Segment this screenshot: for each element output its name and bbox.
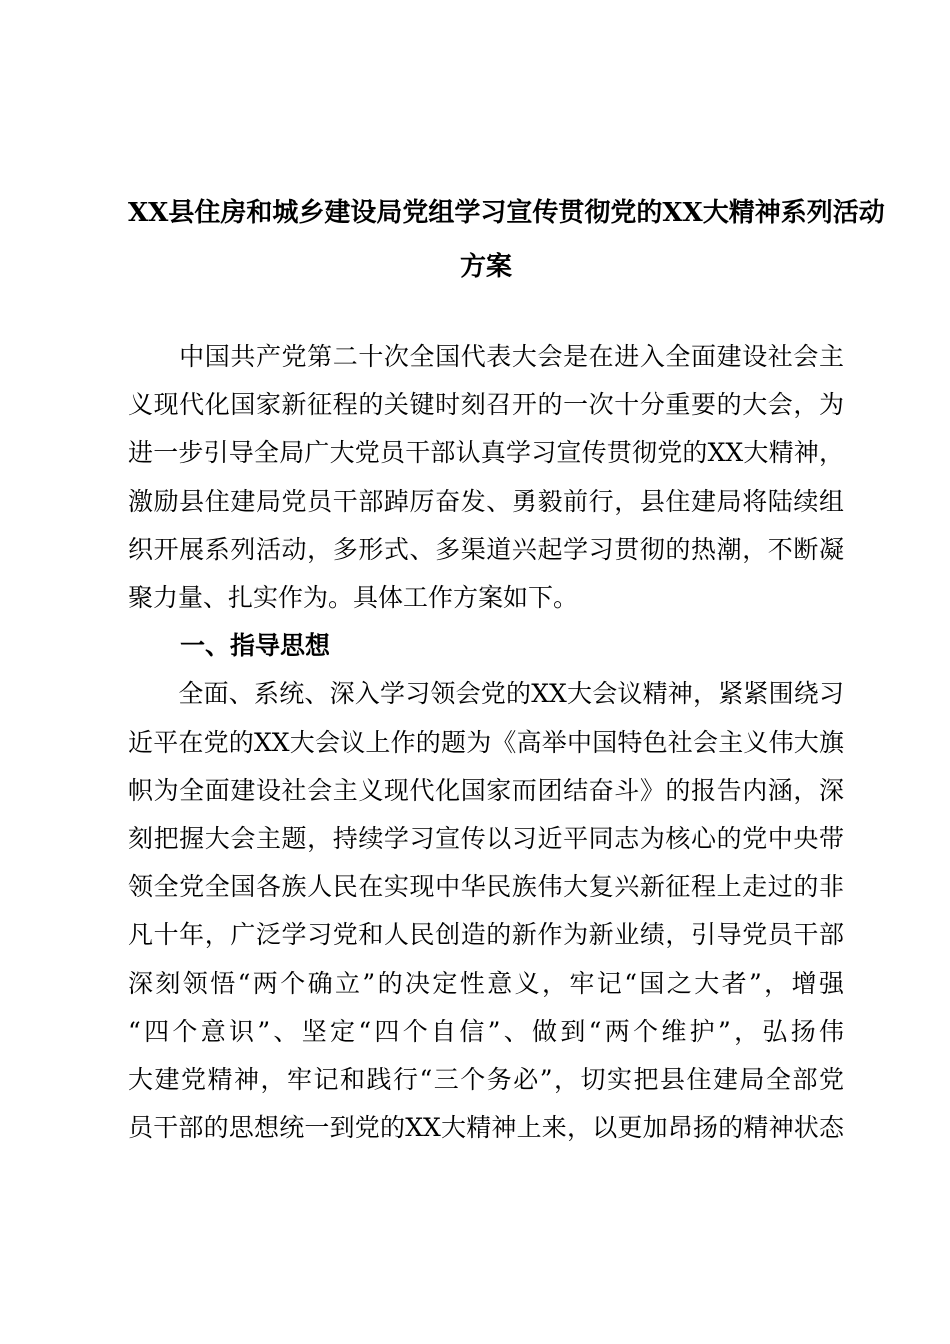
section1-line-6: 凡十年，广泛学习党和人民创造的新作为新业绩，引导党员干部 — [128, 920, 844, 950]
intro-line-1: 中国共产党第二十次全国代表大会是在进入全面建设社会主 — [128, 342, 844, 371]
section1-line-2: 近平在党的XX大会议上作的题为《高举中国特色社会主义伟大旗 — [128, 727, 844, 757]
section1-line-3: 帜为全面建设社会主义现代化国家而团结奋斗》的报告内涵，深 — [128, 775, 844, 805]
title-line-1: XX县住房和城乡建设局党组学习宣传贯彻党的XX大精神系列活动 — [128, 198, 885, 228]
section-heading-guiding-ideology: 一、指导思想 — [180, 631, 331, 661]
intro-paragraph — [128, 333, 844, 622]
intro-line-6: 聚力量、扎实作为。具体工作方案如下。 — [128, 583, 579, 613]
document-body — [128, 333, 844, 1152]
section1-line-7: 深刻领悟“两个确立”的决定性意义，牢记“国之大者”，增强 — [128, 968, 844, 998]
section1-line-10: 员干部的思想统一到党的XX大精神上来，以更加昂扬的精神状态 — [128, 1113, 844, 1143]
section1-line-9: 大建党精神，牢记和践行“三个务必”，切实把县住建局全部党 — [128, 1065, 844, 1095]
section1-line-5: 领全党全国各族人民在实现中华民族伟大复兴新征程上走过的非 — [128, 872, 844, 902]
intro-line-2: 义现代化国家新征程的关键时刻召开的一次十分重要的大会，为 — [128, 390, 844, 420]
section1-line-4: 刻把握大会主题，持续学习宣传以习近平同志为核心的党中央带 — [128, 824, 844, 854]
intro-line-3: 进一步引导全局广大党员干部认真学习宣传贯彻党的XX大精神， — [128, 438, 844, 468]
section1-line-1: 全面、系统、深入学习领会党的XX大会议精神，紧紧围绕习 — [128, 679, 844, 709]
intro-line-5: 织开展系列活动，多形式、多渠道兴起学习贯彻的热潮，不断凝 — [128, 534, 844, 564]
section1-paragraph — [128, 670, 844, 1152]
intro-line-4: 激励县住建局党员干部踔厉奋发、勇毅前行，县住建局将陆续组 — [128, 486, 844, 516]
document-title — [128, 186, 885, 294]
title-line-2: 方案 — [459, 252, 512, 282]
section1-line-8: “四个意识”、坚定“四个自信”、做到“两个维护”，弘扬伟 — [128, 1016, 844, 1046]
